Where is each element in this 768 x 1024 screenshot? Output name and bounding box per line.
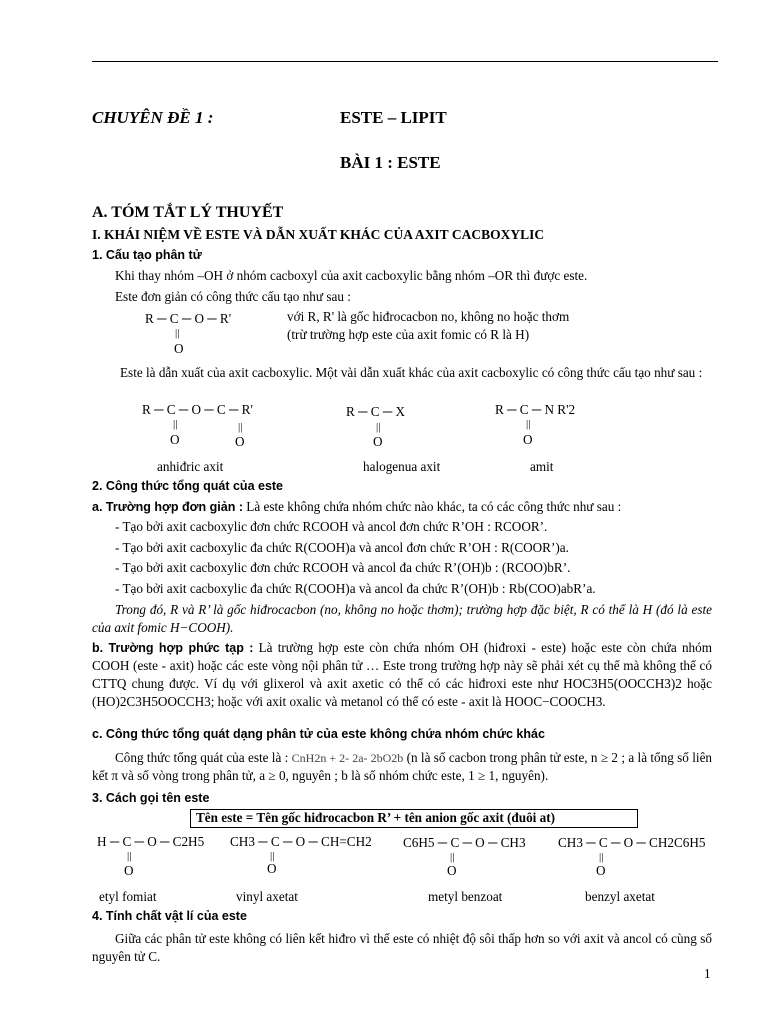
ester-formula: R ─ C ─ O ─ R' (145, 311, 232, 326)
case-c-heading: c. Công thức tổng quát dạng phân tử của este không chứa nhóm chức khác (92, 727, 545, 741)
derivatives-paragraph: Este là dẫn xuất của axit cacboxylic. Một vài dẫn xuất khác của axit cacboxylic có công thức cấu tạo như sau : (120, 365, 703, 380)
ester-note-1: với R, R' là gốc hiđrocacbon no, không no hoặc thơm (287, 309, 570, 324)
ethyl-formate-formula: H ─ C ─ O ─ C2H5 (97, 834, 205, 849)
oxygen-label: O (267, 861, 277, 876)
case-b-label: b. Trường hợp phức tạp : (92, 641, 254, 655)
vinyl-acetate-name: vinyl axetat (236, 889, 298, 904)
double-bond: || (175, 327, 180, 339)
subsection-4-heading: 4. Tính chất vật lí của este (92, 909, 247, 923)
amide-label: amit (530, 459, 554, 474)
subsection-3-heading: 3. Cách gọi tên este (92, 791, 210, 805)
oxygen-label: O (235, 434, 245, 449)
section-i-heading: I. KHÁI NIỆM VỀ ESTE VÀ DẪN XUẤT KHÁC CỦA AXIT CACBOXYLIC (92, 227, 545, 242)
physical-properties-text: Giữa các phân tử este không có liên kết hiđro vì thế este có nhiệt độ sôi thấp hơn so với axit và ancol có cùng số nguyên tử C. (92, 931, 712, 964)
double-bond: || (450, 851, 455, 863)
section-a-heading: A. TÓM TẮT LÝ THUYẾT (92, 204, 284, 221)
halide-formula: R ─ C ─ X (346, 404, 405, 419)
definition-text: Khi thay nhóm –OH ở nhóm cacboxyl của axit cacboxylic bằng nhóm –OR thì được este. (115, 268, 588, 283)
page-number: 1 (704, 966, 711, 981)
ester-note-2: (trừ trường hợp este của axit fomic có R là H) (287, 327, 530, 342)
double-bond: || (376, 421, 381, 433)
case-a-text: Là este không chứa nhóm chức nào khác, ta có các công thức như sau : (246, 499, 622, 514)
double-bond: || (173, 418, 178, 430)
benzyl-acetate-name: benzyl axetat (585, 889, 655, 904)
top-rule (92, 61, 718, 62)
methyl-benzoate-formula: C6H5 ─ C ─ O ─ CH3 (403, 835, 526, 850)
naming-rule: Tên este = Tên gốc hiđrocacbon R’ + tên anion gốc axit (đuôi at) (196, 810, 556, 825)
benzyl-acetate-formula: CH3 ─ C ─ O ─ CH2C6H5 (558, 835, 706, 850)
double-bond: || (599, 851, 604, 863)
case-a-item-1: - Tạo bởi axit cacboxylic đơn chức RCOOH và ancol đơn chức R’OH : RCOOR’. (115, 519, 548, 534)
case-c-text-1: Công thức tổng quát của este là : (115, 750, 289, 765)
oxygen-label: O (447, 863, 457, 878)
lesson-title: BÀI 1 : ESTE (340, 153, 441, 172)
double-bond: || (270, 850, 275, 862)
case-a-item-3: - Tạo bởi axit cacboxylic đơn chức RCOOH và ancol đa chức R’(OH)b : (RCOO)bR’. (115, 560, 571, 575)
halide-label: halogenua axit (363, 459, 441, 474)
double-bond: || (127, 850, 132, 862)
chapter-label: CHUYÊN ĐỀ 1 : (92, 108, 214, 127)
ethyl-formate-name: etyl fomiat (99, 889, 157, 904)
case-a-note: Trong đó, R và R’ là gốc hiđrocacbon (no, không no hoặc thơm); trường hợp đặc biệt, R có thể là H (đó là este của axit fomic H−COOH). (92, 602, 712, 635)
oxygen-label: O (174, 341, 184, 356)
case-a-item-2: - Tạo bởi axit cacboxylic đa chức R(COOH)a và ancol đơn chức R’OH : R(COOR’)a. (115, 540, 569, 555)
subsection-1-heading: 1. Cấu tạo phân tử (92, 248, 202, 262)
case-c-text-2: (n là số cacbon trong phân tử este, n ≥ 2 ; a là tổng số liên kết π và số vòng trong phân tử, a ≥ 0, nguyên ; b là số nhóm chức este, 1 ≥ 1, nguyên). (92, 750, 713, 783)
case-a-item-4: - Tạo bởi axit cacboxylic đa chức R(COOH)a và ancol đa chức R’(OH)b : Rb(COO)abR’a. (115, 581, 596, 596)
anhydride-label: anhiđric axit (157, 459, 224, 474)
anhydride-formula: R ─ C ─ O ─ C ─ R' (142, 402, 253, 417)
oxygen-label: O (596, 863, 606, 878)
oxygen-label: O (170, 432, 180, 447)
case-b-text: Là trường hợp este còn chứa nhóm OH (hiđroxi - este) hoặc este còn chứa nhóm COOH (este - axit) hoặc các este vòng nội phân tử … Este trong trường hợp này sẽ phải xét cụ thể mà không thể có CTTQ chung được. Ví dụ với glixerol và axit axetic có thể có các hiđroxi este như HOC3H5(OOCCH3)2 hoặc (HO)2C3H5OOCCH3; hoặc với axit oxalic và metanol có thể có este - axit là HOOC−COOCH3. (92, 640, 712, 709)
oxygen-label: O (124, 863, 134, 878)
amide-formula: R ─ C ─ N R'2 (495, 402, 576, 417)
double-bond: || (238, 421, 243, 433)
chapter-subject: ESTE – LIPIT (340, 108, 447, 127)
oxygen-label: O (523, 432, 533, 447)
oxygen-label: O (373, 434, 383, 449)
subsection-2-heading: 2. Công thức tổng quát của este (92, 479, 284, 493)
double-bond: || (526, 418, 531, 430)
case-a-label: a. Trường hợp đơn giản : (92, 500, 243, 514)
general-formula: CnH2n + 2- 2a- 2bO2b (291, 751, 404, 765)
vinyl-acetate-formula: CH3 ─ C ─ O ─ CH=CH2 (230, 834, 372, 849)
methyl-benzoate-name: metyl benzoat (428, 889, 503, 904)
simple-ester-text: Este đơn giản có công thức cấu tạo như sau : (115, 289, 351, 304)
